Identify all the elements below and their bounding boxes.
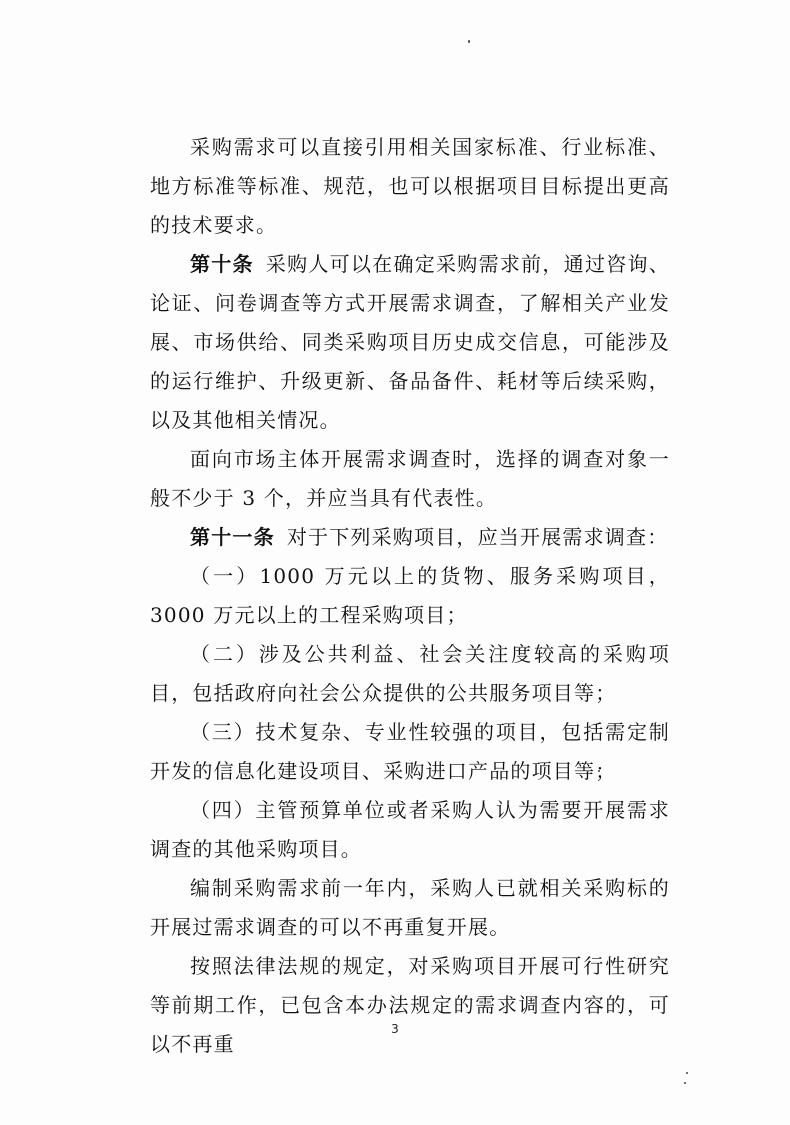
paragraph-text: 对于下列采购项目，应当开展需求调查：: [286, 525, 669, 549]
list-item-3: [150, 713, 670, 791]
document-body: [150, 128, 670, 1064]
scan-speck: [686, 1072, 688, 1074]
paragraph-10: [150, 947, 670, 1064]
paragraph-text: （三）技术复杂、专业性较强的项目，包括需定制开发的信息化建设项目、采购进口产品的项目等；: [150, 720, 670, 783]
paragraph-text: （四）主管预算单位或者采购人认为需要开展需求调查的其他采购项目。: [150, 798, 670, 861]
paragraph-text: 按照法律法规的规定，对采购项目开展可行性研究等前期工作，已包含本办法规定的需求调查内容的，可以不再重: [150, 954, 670, 1056]
paragraph-1: [150, 128, 670, 245]
article-11-heading: 第十一条: [190, 525, 275, 549]
article-10-paragraph: [150, 245, 670, 440]
scan-speck: [468, 40, 470, 43]
page-number: 3: [391, 1022, 399, 1036]
scan-speck: [684, 1082, 686, 1084]
list-item-4: [150, 791, 670, 869]
paragraph-text: 采购需求可以直接引用相关国家标准、行业标准、地方标准等标准、规范，也可以根据项目目标提出更高的技术要求。: [150, 135, 670, 237]
paragraph-text: 面向市场主体开展需求调查时，选择的调查对象一般不少于 3 个，并应当具有代表性。: [150, 447, 670, 510]
article-10-heading: 第十条: [190, 252, 254, 276]
list-item-1: [150, 557, 670, 635]
paragraph-3: [150, 440, 670, 518]
paragraph-text: （二）涉及公共利益、社会关注度较高的采购项目，包括政府向社会公众提供的公共服务项目等；: [150, 642, 670, 705]
paragraph-text: 编制采购需求前一年内，采购人已就相关采购标的开展过需求调查的可以不再重复开展。: [150, 876, 670, 939]
paragraph-9: [150, 869, 670, 947]
list-item-2: [150, 635, 670, 713]
paragraph-text: 采购人可以在确定采购需求前，通过咨询、论证、问卷调查等方式开展需求调查，了解相关产业发展、市场供给、同类采购项目历史成交信息，可能涉及的运行维护、升级更新、备品备件、耗材等后续采购，以及其他相关情况。: [150, 252, 670, 432]
paragraph-text: （一）1000 万元以上的货物、服务采购项目，3000 万元以上的工程采购项目；: [150, 564, 670, 627]
article-11-paragraph: [150, 518, 670, 557]
